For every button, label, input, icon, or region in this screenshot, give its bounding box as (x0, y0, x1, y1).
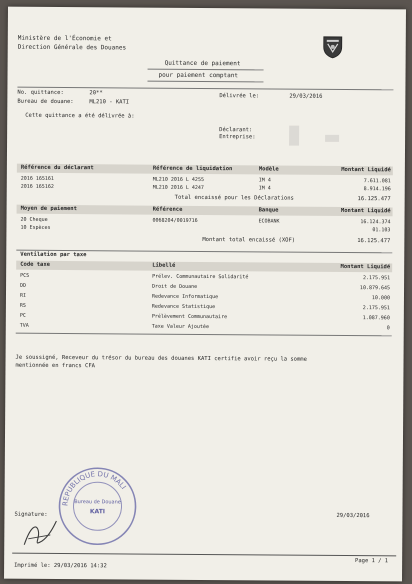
table-cell: TVA (19, 322, 29, 329)
table-cell: Prélèvement Communautaire (151, 313, 228, 321)
redacted-block (289, 126, 299, 146)
table-cell: 1.087.960 (362, 315, 390, 322)
svg-text:KATI: KATI (89, 508, 106, 516)
col-tax-amount: Montant Liquidé (340, 263, 391, 271)
table-cell: 2.175.951 (363, 275, 391, 282)
table-cell: 10.000 (371, 295, 390, 302)
table-cell: Redevance Informatique (151, 293, 219, 301)
table-cell: ML210 2016 L 4247 (152, 184, 204, 191)
table-cell: 8.914.196 (363, 186, 391, 193)
official-stamp-icon (56, 465, 139, 548)
table-cell: PC (19, 312, 26, 319)
table-cell: 2016 165162 (20, 183, 54, 190)
table-cell: Redevance Statistique (151, 303, 216, 311)
svg-text:REPUBLIQUE DU MALI: REPUBLIQUE DU MALI (61, 470, 128, 507)
company-label: Entreprise: (219, 134, 256, 141)
table-cell: DD (20, 282, 27, 289)
table-cell: RS (19, 302, 26, 309)
direction-name: Direction Générale des Douanes (17, 43, 127, 52)
table-cell: Droit de Douane (152, 283, 198, 290)
customs-emblem-icon (322, 35, 344, 59)
table-cell: IM 4 (258, 185, 271, 192)
declarations-total-value: 16.125.477 (357, 196, 391, 203)
table-cell: 16.124.374 (360, 219, 391, 226)
receipt-number-value: 20** (89, 90, 103, 97)
col-tax-code: Code taxe (20, 261, 51, 268)
table-cell: IM 4 (258, 177, 271, 184)
table-cell: 7.611.081 (363, 178, 391, 185)
table-cell: ECOBANK (258, 218, 280, 225)
table-cell: PCS (20, 272, 30, 279)
col-declarant-ref: Référence du déclarant (20, 164, 94, 172)
declarations-total-label: Total encaissé pour les Déclarations (174, 194, 294, 202)
table-cell: 10.879.645 (359, 285, 391, 292)
table-cell: 2016 165161 (20, 175, 54, 182)
tax-header-band (16, 261, 392, 273)
table-cell: Prélev. Communautaire Solidarité (152, 273, 249, 281)
table-cell: 2.175.951 (362, 305, 390, 312)
certification-line-2: mentionnée en francs CFA (15, 362, 95, 370)
table-cell: 20 Cheque (20, 216, 48, 223)
table-cell: ML210 2016 L 4255 (152, 176, 205, 183)
declarant-label: Déclarant: (219, 127, 253, 134)
col-amount: Montant Liquidé (341, 166, 391, 174)
receipt-number-label: No. quittance: (17, 89, 64, 97)
table-cell: 01.103 (372, 227, 391, 234)
delivered-date-label: Délivrée le: (219, 93, 260, 100)
col-liquidation-ref: Référence de liquidation (152, 165, 233, 173)
tax-breakdown-label: Ventilation par taxe (20, 251, 87, 259)
table-cell: 0 (386, 325, 390, 332)
delivered-to-label: Cette quittance a été délivrée à: (25, 112, 135, 120)
customs-office-value: ML210 - KATI (89, 99, 130, 106)
table-cell: 10 Espèces (20, 224, 51, 231)
receipt-title: Quittance de paiement (164, 59, 241, 68)
signature-label: Signature: (14, 511, 48, 518)
printed-date: Imprimé le: 29/03/2016 14:32 (14, 562, 107, 570)
ministry-name: Ministère de l'Économie et (17, 34, 112, 43)
page-number: Page 1 / 1 (354, 558, 389, 565)
col-model: Modèle (258, 166, 279, 173)
redacted-block (325, 135, 339, 142)
customs-office-label: Bureau de douane: (17, 98, 74, 106)
svg-text:Bureau de Douane: Bureau de Douane (74, 499, 121, 506)
col-tax-label: Libellé (152, 262, 176, 269)
col-payment-method: Moyen de paiement (20, 205, 77, 213)
table-cell: Taxe Valeur Ajoutée (151, 323, 209, 331)
payments-total-value: 16.125.477 (357, 238, 391, 245)
col-payment-amount: Montant Liquidé (340, 207, 391, 215)
col-payment-ref: Référence (152, 206, 183, 213)
delivered-date-value: 29/03/2016 (289, 93, 323, 100)
col-bank: Banque (258, 207, 279, 214)
document-page (4, 7, 406, 582)
table-cell: 0068204/0019716 (152, 217, 198, 224)
payments-total-label: Montant total encaissé (XOF) (202, 236, 296, 244)
table-cell: RI (19, 292, 27, 299)
certification-line-1: Je soussigné, Receveur du trésor du bureau des douanes KATI certifie avoir reçu la somme (15, 354, 307, 363)
receipt-subtitle: pour paiement comptant (158, 71, 239, 80)
signature-date: 29/03/2016 (336, 512, 370, 520)
handwritten-signature-icon (20, 517, 60, 551)
